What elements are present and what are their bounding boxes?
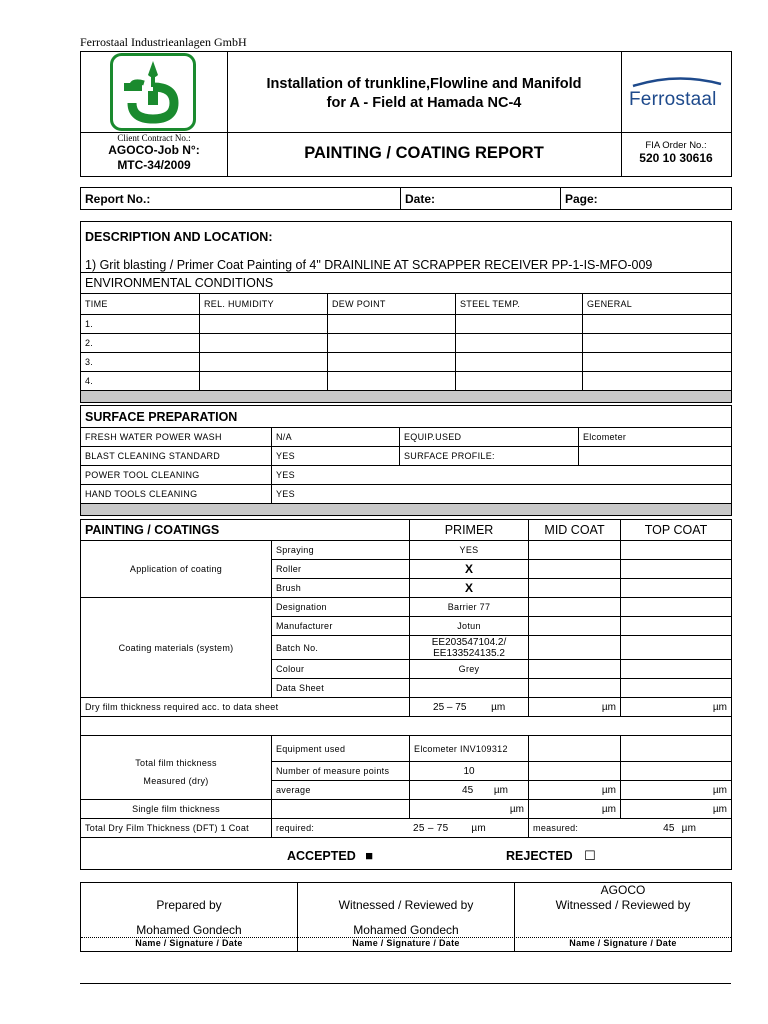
batch-primer-2: EE133524135.2 <box>433 647 505 659</box>
single-film-mid[interactable] <box>529 800 621 819</box>
measured-label: measured: <box>533 822 579 833</box>
spraying-label: Spraying <box>272 541 410 560</box>
page-field[interactable]: Page: <box>561 188 732 210</box>
env-cell[interactable] <box>583 372 732 391</box>
fia-order-number: 520 10 30616 <box>639 151 713 165</box>
project-title-line2: for A - Field at Hamada NC-4 <box>326 95 522 111</box>
roller-top[interactable] <box>621 560 732 579</box>
title-block <box>80 51 732 177</box>
agoco-logo <box>110 53 196 131</box>
manufacturer-mid[interactable] <box>529 617 621 636</box>
dft-required-primer[interactable] <box>410 698 529 717</box>
surface-table <box>80 405 732 516</box>
dft-required-top[interactable] <box>621 698 732 717</box>
roller-mid[interactable] <box>529 560 621 579</box>
equipment-label: Equipment used <box>272 736 410 762</box>
report-info-table <box>80 187 732 210</box>
env-cell[interactable] <box>200 372 328 391</box>
prepared-by-name[interactable]: Mohamed Gondech <box>136 923 242 937</box>
dft-required-primer-unit: µm <box>491 701 506 713</box>
agoco-label: AGOCO <box>600 883 646 897</box>
data-sheet-primer[interactable] <box>410 679 529 698</box>
total-film-label: Total film thickness <box>135 757 217 768</box>
job-cell <box>81 132 228 176</box>
env-cell[interactable] <box>328 353 456 372</box>
equip-used-value[interactable]: Elcometer <box>579 428 732 447</box>
job-label: AGOCO-Job N°: <box>108 143 200 157</box>
batch-primer-1: EE203547104.2/ <box>431 636 507 648</box>
env-cell[interactable] <box>200 315 328 334</box>
equipment-mid[interactable] <box>529 736 621 762</box>
env-col-general: GENERAL <box>583 294 732 315</box>
env-cell[interactable] <box>583 315 732 334</box>
env-row-4: 4. <box>81 372 200 391</box>
unit-label: µm <box>601 803 617 815</box>
unit-label: µm <box>493 784 509 796</box>
dft-required-primer-value: 25 – 75 <box>433 701 467 713</box>
blast-value[interactable]: YES <box>272 447 400 466</box>
env-cell[interactable] <box>328 334 456 353</box>
brush-label: Brush <box>272 579 410 598</box>
section-divider <box>81 504 732 516</box>
surface-profile-value[interactable] <box>579 447 732 466</box>
unit-label: µm <box>712 803 728 815</box>
total-film-cell <box>81 736 272 800</box>
equipment-value[interactable]: Elcometer INV109312 <box>410 736 529 762</box>
painting-table <box>80 519 732 838</box>
single-film-label: Single film thickness <box>81 800 272 819</box>
spraying-top[interactable] <box>621 541 732 560</box>
env-cell[interactable] <box>456 334 583 353</box>
measured-dry-label: Measured (dry) <box>143 775 209 786</box>
report-no-field[interactable]: Report No.: <box>81 188 401 210</box>
agoco-sig-label: Name / Signature / Date <box>569 938 677 948</box>
data-sheet-top[interactable] <box>621 679 732 698</box>
measure-points-label: Number of measure points <box>272 762 410 781</box>
env-row-3: 3. <box>81 353 200 372</box>
description-item: 1) Grit blasting / Primer Coat Painting of 4" DRAINLINE AT SCRAPPER RECEIVER PP-1-IS-MFO-009 <box>85 258 653 272</box>
total-dft-required[interactable] <box>272 819 529 838</box>
painting-heading: PAINTING / COATINGS <box>81 520 410 541</box>
unit-label: µm <box>601 701 617 713</box>
environmental-heading: ENVIRONMENTAL CONDITIONS <box>81 273 732 294</box>
manufacturer-primer[interactable]: Jotun <box>410 617 529 636</box>
rejected-checkbox-icon: ☐ <box>584 848 596 863</box>
blank-row <box>81 717 732 736</box>
average-mid[interactable] <box>529 781 621 800</box>
single-film-top[interactable] <box>621 800 732 819</box>
fresh-water-value[interactable]: N/A <box>272 428 400 447</box>
env-col-dewpoint: DEW POINT <box>328 294 456 315</box>
witnessed-by-name[interactable]: Mohamed Gondech <box>353 923 459 937</box>
env-cell[interactable] <box>200 353 328 372</box>
average-label: average <box>272 781 410 800</box>
blast-label: BLAST CLEANING STANDARD <box>81 447 272 466</box>
agoco-witnessed-label: Witnessed / Reviewed by <box>555 898 691 912</box>
unit-label: µm <box>681 822 697 834</box>
measure-points-top[interactable] <box>621 762 732 781</box>
surface-profile-label: SURFACE PROFILE: <box>400 447 579 466</box>
single-film-primer[interactable] <box>410 800 529 819</box>
env-col-humidity: REL. HUMIDITY <box>200 294 328 315</box>
designation-label: Designation <box>272 598 410 617</box>
col-top-coat: TOP COAT <box>621 520 732 541</box>
designation-primer[interactable]: Barrier 77 <box>410 598 529 617</box>
env-cell[interactable] <box>456 372 583 391</box>
unit-label: µm <box>712 784 728 796</box>
ferrostaal-logo-cell <box>621 52 731 132</box>
colour-mid[interactable] <box>529 660 621 679</box>
env-col-steeltemp: STEEL TEMP. <box>456 294 583 315</box>
job-number: MTC-34/2009 <box>117 158 191 172</box>
agoco-name[interactable] <box>515 923 731 937</box>
env-cell[interactable] <box>583 334 732 353</box>
project-title-cell <box>227 52 622 132</box>
manufacturer-label: Manufacturer <box>272 617 410 636</box>
roller-primer[interactable]: X <box>410 560 529 579</box>
env-col-time: TIME <box>81 294 200 315</box>
data-sheet-label: Data Sheet <box>272 679 410 698</box>
footer-rule <box>80 983 731 984</box>
col-primer: PRIMER <box>410 520 529 541</box>
dft-required-label: Dry film thickness required acc. to data sheet <box>81 698 410 717</box>
average-primer[interactable] <box>410 781 529 800</box>
materials-label: Coating materials (system) <box>81 598 272 698</box>
report-title: PAINTING / COATING REPORT <box>304 144 544 162</box>
required-value: 25 – 75 <box>413 822 449 834</box>
accepted-label: ACCEPTED <box>287 849 356 863</box>
rejected-label: REJECTED <box>506 849 573 863</box>
prepared-by-label: Prepared by <box>156 898 222 912</box>
ferrostaal-swoosh-icon <box>631 76 723 88</box>
unit-label: µm <box>601 784 617 796</box>
designation-top[interactable] <box>621 598 732 617</box>
company-header: Ferrostaal Industrieanlagen GmbH <box>80 35 247 49</box>
colour-top[interactable] <box>621 660 732 679</box>
single-film-desc <box>272 800 410 819</box>
environmental-table <box>80 272 732 403</box>
batch-primer[interactable] <box>410 636 529 660</box>
power-tool-label: POWER TOOL CLEANING <box>81 466 272 485</box>
power-tool-value[interactable]: YES <box>272 466 732 485</box>
env-row-1: 1. <box>81 315 200 334</box>
brush-top[interactable] <box>621 579 732 598</box>
data-sheet-mid[interactable] <box>529 679 621 698</box>
dft-required-mid[interactable] <box>529 698 621 717</box>
spraying-primer[interactable]: YES <box>410 541 529 560</box>
env-cell[interactable] <box>456 315 583 334</box>
required-label: required: <box>276 822 315 833</box>
accepted-checkbox-icon: ■ <box>365 848 374 863</box>
accepted-option[interactable] <box>287 848 373 863</box>
hand-tools-value[interactable]: YES <box>272 485 732 504</box>
rejected-option[interactable] <box>506 848 596 864</box>
spraying-mid[interactable] <box>529 541 621 560</box>
witnessed-by-label: Witnessed / Reviewed by <box>338 898 474 912</box>
unit-label: µm <box>471 822 487 834</box>
total-dft-label: Total Dry Film Thickness (DFT) 1 Coat <box>81 819 272 838</box>
agoco-logo-cell <box>81 52 228 132</box>
manufacturer-top[interactable] <box>621 617 732 636</box>
env-cell[interactable] <box>328 372 456 391</box>
total-dft-measured[interactable] <box>529 819 732 838</box>
batch-top[interactable] <box>621 636 732 660</box>
description-heading: DESCRIPTION AND LOCATION: <box>85 230 273 244</box>
project-title-line1: Installation of trunkline,Flowline and Manifold <box>266 76 582 92</box>
unit-label: µm <box>509 803 525 815</box>
env-cell[interactable] <box>456 353 583 372</box>
designation-mid[interactable] <box>529 598 621 617</box>
colour-label: Colour <box>272 660 410 679</box>
fresh-water-label: FRESH WATER POWER WASH <box>81 428 272 447</box>
average-value: 45 <box>462 784 474 796</box>
average-top[interactable] <box>621 781 732 800</box>
env-cell[interactable] <box>200 334 328 353</box>
surface-heading: SURFACE PREPARATION <box>81 406 732 428</box>
equip-used-label: EQUIP.USED <box>400 428 579 447</box>
witnessed-by-sig-label: Name / Signature / Date <box>352 938 460 948</box>
brush-mid[interactable] <box>529 579 621 598</box>
env-cell[interactable] <box>328 315 456 334</box>
section-divider <box>81 391 732 403</box>
colour-primer[interactable]: Grey <box>410 660 529 679</box>
client-contract-label: Client Contract No.: <box>117 133 191 143</box>
unit-label: µm <box>712 701 728 713</box>
application-label: Application of coating <box>81 541 272 598</box>
equipment-top[interactable] <box>621 736 732 762</box>
ferrostaal-logo-text: Ferrostaal <box>629 89 717 110</box>
roller-label: Roller <box>272 560 410 579</box>
batch-label: Batch No. <box>272 636 410 660</box>
result-block <box>80 837 732 870</box>
measure-points-mid[interactable] <box>529 762 621 781</box>
measure-points-value[interactable]: 10 <box>410 762 529 781</box>
env-cell[interactable] <box>583 353 732 372</box>
signatures-block <box>80 882 732 952</box>
measured-value: 45 <box>663 822 675 834</box>
env-row-2: 2. <box>81 334 200 353</box>
prepared-by-sig-label: Name / Signature / Date <box>135 938 243 948</box>
fia-order-label: FIA Order No.: <box>645 140 707 151</box>
date-field[interactable]: Date: <box>401 188 561 210</box>
hand-tools-label: HAND TOOLS CLEANING <box>81 485 272 504</box>
description-block <box>80 221 732 273</box>
col-mid-coat: MID COAT <box>529 520 621 541</box>
brush-primer[interactable]: X <box>410 579 529 598</box>
batch-mid[interactable] <box>529 636 621 660</box>
